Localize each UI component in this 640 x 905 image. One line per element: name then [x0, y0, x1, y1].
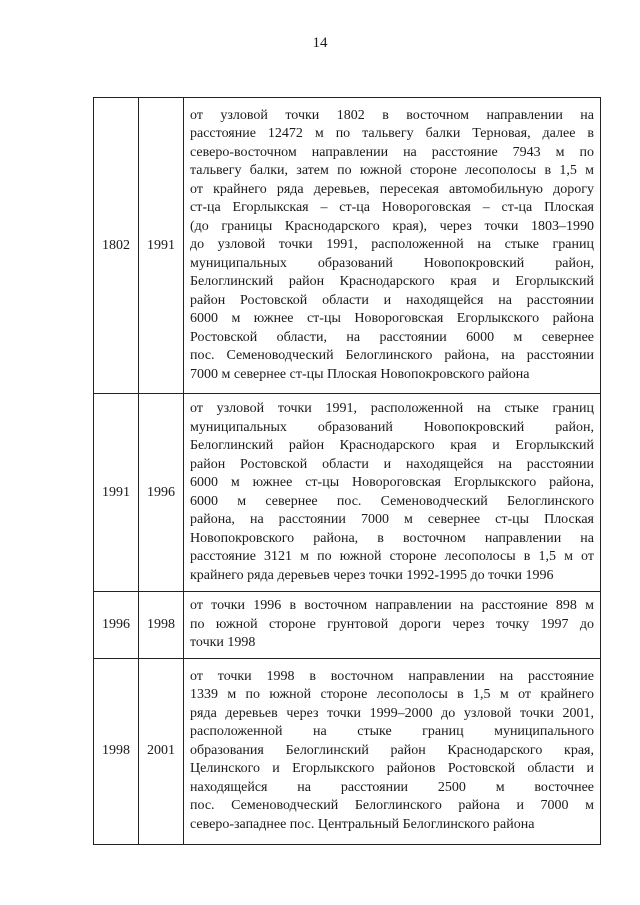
description-line: расположенной на стыке границ муниципального	[190, 724, 594, 740]
description-line: от крайнего ряда деревьев, пересекая автомобильную дорогу	[190, 181, 594, 197]
description-line: находящейся на расстоянии 2500 м восточнее	[190, 779, 594, 795]
to-point-cell: 1991	[139, 98, 184, 394]
description-line: северо-восточном направлении на расстояние 7943 м по	[190, 144, 594, 160]
from-point-cell: 1998	[94, 658, 139, 844]
description-line: до узловой точки 1991, расположенной на стыке границ	[190, 237, 594, 253]
route-description-cell	[184, 658, 601, 844]
description-line: 6000 м южнее ст-цы Новороговская Егорлыкского района,	[190, 475, 594, 490]
from-point-cell: 1996	[94, 592, 139, 659]
route-description-cell	[184, 98, 601, 394]
description-line: точки 1998	[190, 635, 256, 650]
table-row	[94, 658, 601, 844]
description-line: от узловой точки 1991, расположенной на стыке границ	[190, 401, 594, 416]
table-row	[94, 394, 601, 592]
description-line: расстояние 3121 м по южной стороне лесополосы в 1,5 м от	[190, 549, 594, 564]
description-line: район Ростовской области и находящейся на расстоянии	[190, 456, 594, 472]
description-line: муниципальных образований Новопокровский район,	[190, 419, 594, 435]
boundary-table	[93, 97, 601, 845]
description-line: от узловой точки 1802 в восточном направлении на	[190, 107, 594, 123]
description-line: муниципальных образований Новопокровский район,	[190, 255, 594, 271]
description-line: района, на расстоянии 7000 м севернее ст-цы Плоская	[190, 512, 594, 527]
description-line: по южной стороне грунтовой дороги через точку 1997 до	[190, 616, 594, 632]
route-description-cell	[184, 394, 601, 592]
description-line: 6000 м южнее ст-цы Новороговская Егорлыкского района	[190, 311, 594, 327]
table-row	[94, 592, 601, 659]
to-point-cell: 1996	[139, 394, 184, 592]
description-line: Белоглинский район Краснодарского края и Егорлыкский	[190, 274, 594, 290]
description-line: северо-западнее пос. Центральный Белоглинского района	[190, 816, 535, 832]
description-line: тальвегу балки, затем по южной стороне лесополосы в 1,5 м	[190, 163, 594, 179]
description-line: Целинского и Егорлыкского районов Ростовской области и	[190, 761, 594, 777]
description-line: ст-ца Егорлыкская – ст-ца Новороговская – ст-ца Плоская	[190, 200, 594, 216]
from-point-cell: 1991	[94, 394, 139, 592]
to-point-cell: 2001	[139, 658, 184, 844]
description-line: Ростовской области, на расстоянии 6000 м севернее	[190, 329, 594, 345]
description-line: от точки 1998 в восточном направлении на расстояние	[190, 668, 594, 684]
from-point-cell: 1802	[94, 98, 139, 394]
table-row	[94, 98, 601, 394]
description-line: Белоглинский район Краснодарского края и Егорлыкский	[190, 438, 594, 453]
to-point-cell: 1998	[139, 592, 184, 659]
page-number: 14	[312, 35, 328, 51]
description-line: ряда деревьев через точки 1999–2000 до узловой точки 2001,	[190, 705, 594, 721]
description-line: образования Белоглинский район Краснодарского края,	[190, 742, 594, 758]
description-line: 7000 м севернее ст-цы Плоская Новопокровского района	[190, 366, 530, 382]
description-line: от точки 1996 в восточном направлении на расстояние 898 м	[190, 598, 594, 613]
description-line: 1339 м по южной стороне лесополосы в 1,5 м от крайнего	[190, 687, 594, 703]
description-line: пос. Семеноводческий Белоглинского района и 7000 м	[190, 798, 594, 814]
description-line: крайнего ряда деревьев через точки 1992-1995 до точки 1996	[190, 567, 554, 583]
description-line: пос. Семеноводческий Белоглинского района, на расстоянии	[190, 348, 594, 364]
description-line: Новопокровского района, в восточном направлении на	[190, 530, 594, 546]
description-line: район Ростовской области и находящейся на расстоянии	[190, 292, 594, 308]
route-description-cell	[184, 592, 601, 659]
description-line: расстояние 12472 м по тальвегу балки Терновая, далее в	[190, 126, 594, 142]
description-line: (до границы Краснодарского края), через точки 1803–1990	[190, 218, 594, 234]
description-line: 6000 м севернее пос. Семеноводческий Белоглинского	[190, 493, 594, 509]
